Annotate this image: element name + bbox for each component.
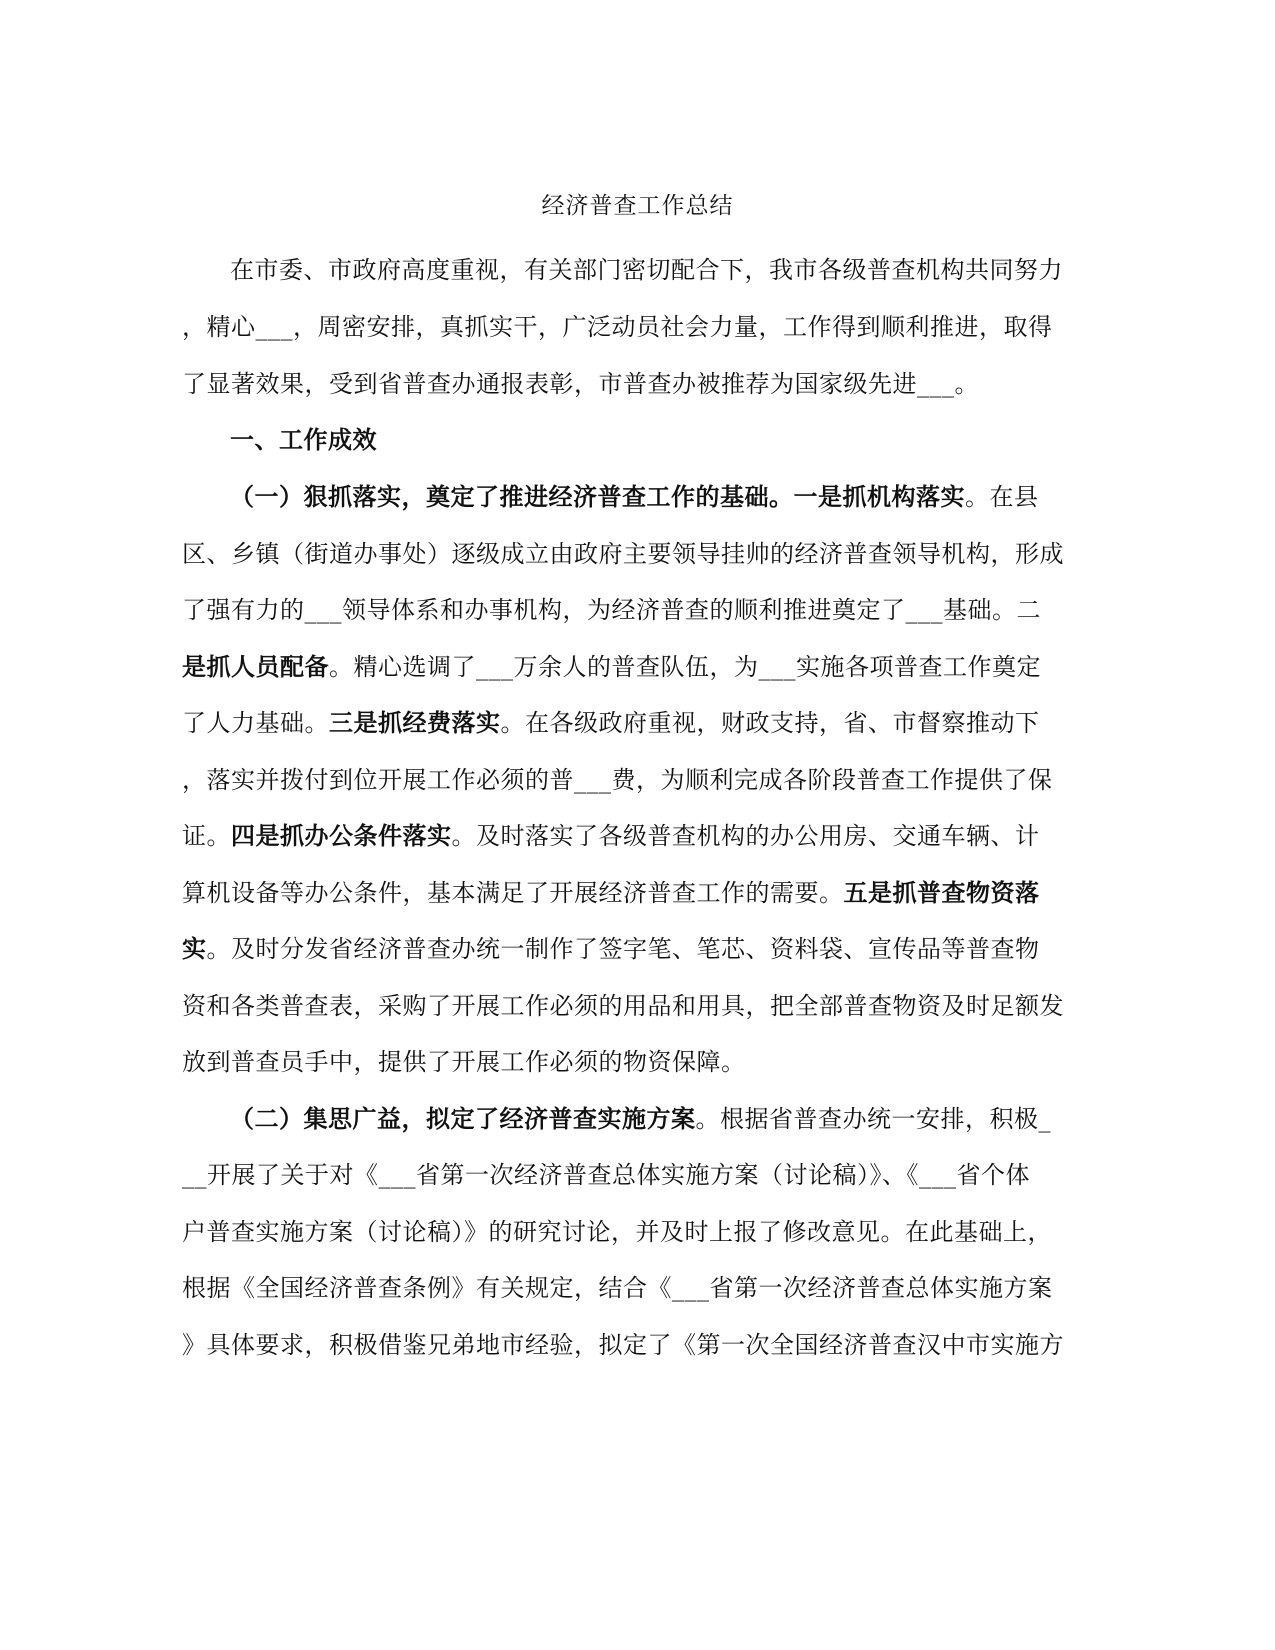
paragraph-line: 算机设备等办公条件，基本满足了开展经济普查工作的需要。五是抓普查物资落	[182, 878, 1040, 907]
document-title: 经济普查工作总结	[541, 193, 734, 219]
paragraph-line: 根据《全国经济普查条例》有关规定，结合《___省第一次经济普查总体实施方案	[182, 1274, 1053, 1302]
paragraph-line: ，精心___，周密安排，真抓实干，广泛动员社会力量，工作得到顺利推进，取得	[182, 313, 1053, 341]
point-heading: 四是抓办公条件落实	[231, 821, 452, 850]
paragraph-line: （一）狠抓落实，奠定了推进经济普查工作的基础。一是抓机构落实。在县	[230, 482, 1039, 511]
paragraph-line: 实。及时分发省经济普查办统一制作了签字笔、笔芯、资料袋、宣传品等普查物	[182, 934, 1040, 963]
paragraph-line: 资和各类普查表，采购了开展工作必须的用品和用具，把全部普查物资及时足额发	[182, 992, 1064, 1020]
paragraph-line: ，落实并拨付到位开展工作必须的普___费，为顺利完成各阶段普查工作提供了保	[182, 766, 1053, 794]
subsection-heading: （一）狠抓落实，奠定了推进经济普查工作的基础。	[230, 482, 794, 511]
paragraph-line: 户普查实施方案（讨论稿）》的研究讨论，并及时上报了修改意见。在此基础上，	[182, 1218, 1052, 1246]
point-heading: 五是抓普查物资落	[843, 878, 1040, 907]
paragraph-line: 了人力基础。三是抓经费落实。在各级政府重视，财政支持，省、市督察推动下	[182, 708, 1040, 737]
paragraph-line: 区、乡镇（街道办事处）逐级成立由政府主要领导挂帅的经济普查领导机构，形成	[182, 540, 1064, 568]
paragraph-line: 证。四是抓办公条件落实。及时落实了各级普查机构的办公用房、交通车辆、计	[182, 821, 1040, 850]
paragraph-line: 是抓人员配备。精心选调了___万余人的普查队伍，为___实施各项普查工作奠定	[182, 652, 1041, 681]
point-heading: 是抓人员配备	[182, 652, 329, 681]
paragraph-line: 了强有力的___领导体系和办事机构，为经济普查的顺利推进奠定了___基础。二	[182, 596, 1041, 624]
point-heading: 实	[182, 934, 207, 963]
subsection-heading: （二）集思广益，拟定了经济普查实施方案	[230, 1104, 696, 1133]
paragraph-line: 在市委、市政府高度重视，有关部门密切配合下，我市各级普查机构共同努力	[230, 256, 1063, 284]
point-heading: 三是抓经费落实	[329, 708, 501, 737]
paragraph-line: __开展了关于对《___省第一次经济普查总体实施方案（讨论稿）》、《___省个体	[182, 1161, 1030, 1189]
section-heading: 一、工作成效	[230, 425, 377, 454]
paragraph-line: 》具体要求，积极借鉴兄弟地市经验，拟定了《第一次全国经济普查汉中市实施方	[182, 1331, 1064, 1359]
paragraph-line: 放到普查员手中，提供了开展工作必须的物资保障。	[182, 1048, 746, 1076]
paragraph-line: （二）集思广益，拟定了经济普查实施方案。根据省普查办统一安排，积极_	[230, 1104, 1051, 1133]
paragraph-line: 了显著效果，受到省普查办通报表彰，市普查办被推荐为国家级先进___。	[182, 370, 979, 398]
point-heading: 一是抓机构落实	[793, 482, 965, 511]
